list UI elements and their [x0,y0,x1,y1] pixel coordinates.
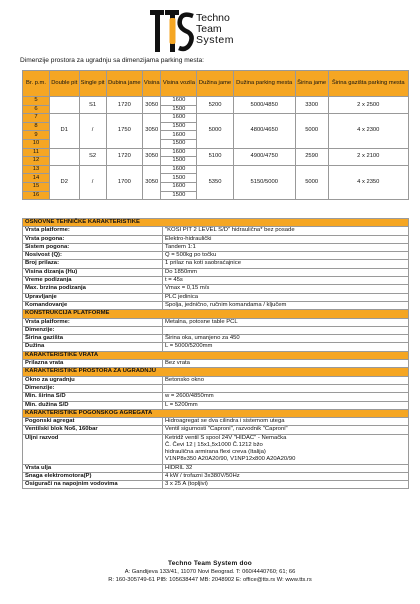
tech-key: Okno za ugradnju [23,376,163,384]
spec-cell: 1500 [161,191,197,200]
spec-header: Širina gazišta parking mesta [328,71,409,97]
tech-value: Metalna, potosne table PCL [163,318,409,326]
brand-name [196,13,234,46]
footer-ids: R: 160-305749-61 PIB: 105638447 MB: 2048902 E: office@tts.rs W: www.tts.rs [108,577,312,583]
tech-value: L = 5200mm [163,401,409,409]
tech-row [23,243,409,251]
tech-key: Dimenzije: [23,326,163,334]
spec-cell: 5000 [197,114,233,148]
spec-row [23,97,409,106]
section-header [23,310,409,318]
section-title: KARAKTERISTIKE POGONSKOG AGREGATA [23,409,409,417]
tech-key: Vrsta ulja [23,464,163,472]
tech-row [23,285,409,293]
spec-cell: 1500 [161,157,197,166]
tech-value: Hidroagregat se dva cilindra i sistemom utega [163,418,409,426]
section-title: KARAKTERISTIKE VRATA [23,351,409,359]
parking-number: 14 [23,174,50,183]
spec-cell: 5000 [295,114,328,148]
spec-cell: D1 [50,114,80,148]
spec-cell: 3050 [143,114,161,148]
spec-cell: / [79,165,106,199]
tech-row [23,418,409,426]
tech-key: Prilazna vrata [23,360,163,368]
spec-cell: 1600 [161,165,197,174]
spec-header: Double pit [50,71,80,97]
tech-key: Upravljanje [23,293,163,301]
parking-number: 10 [23,139,50,148]
brand-line-3: System [196,34,235,46]
tech-row [23,252,409,260]
tech-row [23,426,409,434]
tech-row [23,318,409,326]
spec-header: Širina jame [295,71,328,97]
tech-value: Betonsko okno [163,376,409,384]
spec-cell: 5350 [197,165,233,199]
tech-key: Max. brzina podizanja [23,285,163,293]
spec-cell: 3050 [143,165,161,199]
parking-number: 8 [23,122,50,131]
page-subtitle: Dimenzije prostora za ugradnju sa dimenzijama parking mesta: [20,57,204,64]
spec-cell: 5150/5000 [233,165,295,199]
tech-value: Q = 500kg po točku [163,252,409,260]
section-title: KONSTRUKCIJA PLATFORME [23,310,409,318]
tech-value: Ventil sigurnosti "Caproni", razvodnik "Caproni" [163,426,409,434]
spec-cell: 1600 [161,131,197,140]
tech-value: 1 prilaz na koti saobraćajnice [163,260,409,268]
tech-key: Min. širina S/D [23,393,163,401]
tech-value: Do 1850mm [163,268,409,276]
tech-key: Komandovanje [23,301,163,309]
tech-value: HIDRIL 32 [163,464,409,472]
spec-cell: 2 x 2500 [328,97,409,114]
tech-value: Elektro-hidraulički [163,235,409,243]
tech-value: t = 45s [163,277,409,285]
tech-value: Širina oka, umanjeno za 450 [163,335,409,343]
spec-cell: 1600 [161,182,197,191]
tech-value: Tandem 1:1 [163,243,409,251]
tech-value: Vmax = 0,15 m/s [163,285,409,293]
parking-number: 11 [23,148,50,157]
tech-value: 4 kW / trofazni 3x380V/50Hz [163,472,409,480]
footer [0,560,420,584]
tech-key: Pogonski agregat [23,418,163,426]
spec-cell: D2 [50,165,80,199]
tech-value: "KOSI PIT 2 LEVEL S/D" hidraulična* bez posade [163,227,409,235]
spec-cell: 1500 [161,122,197,131]
tts-logo [150,10,194,52]
tech-value [163,384,409,392]
tech-row [23,481,409,489]
parking-number: 15 [23,182,50,191]
spec-cell: 4 x 2300 [328,114,409,148]
tech-key: Visina dizanja (Hu) [23,268,163,276]
tech-row [23,393,409,401]
tech-row [23,401,409,409]
spec-cell: 5200 [197,97,233,114]
spec-cell: 1720 [106,97,143,114]
spec-row [23,148,409,157]
header [0,0,420,58]
tech-key: Vrsta pogona: [23,235,163,243]
tech-row [23,268,409,276]
spec-header: Single pit [79,71,106,97]
spec-header: Dužina parking mesta [233,71,295,97]
spec-cell: 4 x 2350 [328,165,409,199]
tech-row [23,376,409,384]
spec-header: Dužina jame [197,71,233,97]
spec-cell: 1500 [161,174,197,183]
spec-cell: 1600 [161,148,197,157]
tech-value: Bez vrata [163,360,409,368]
tech-value-line: hidraulična armirana flexi creva (Italija) [165,449,266,456]
tech-row [23,343,409,351]
spec-row [23,114,409,123]
tech-key: Snaga elektromotora(P) [23,472,163,480]
tech-key: Vrsta platforme: [23,318,163,326]
tech-key: Vreme podizanja [23,277,163,285]
tech-value-line: Č. Čevi 12 | 15x1,5x1000 Č.1212 bžo [165,441,263,448]
spec-cell: 5000/4850 [233,97,295,114]
spec-header: Visina vozila [161,71,197,97]
tech-row [23,277,409,285]
tech-key: Vrsta platforme: [23,227,163,235]
tech-row [23,335,409,343]
parking-number: 12 [23,157,50,166]
tech-value-line: V1NP8x350 A20A20/90, V1NP12x800 A20A20/90 [165,456,296,463]
spec-cell: / [79,114,106,148]
spec-header: Dubina jame [106,71,143,97]
section-header [23,351,409,359]
spec-cell: 1750 [106,114,143,148]
spec-cell: 2 x 2100 [328,148,409,165]
tech-value: PLC jedinica [163,293,409,301]
tech-key: Osigurači na napojnim vodovima [23,481,163,489]
tech-key: Sistem pogona: [23,243,163,251]
tech-key: Nosivost (Q): [23,252,163,260]
section-header [23,219,409,227]
tech-row [23,464,409,472]
section-header [23,368,409,376]
spec-header: Br. p.m. [23,71,50,97]
spec-cell: 1500 [161,139,197,148]
parking-number: 6 [23,105,50,114]
spec-cell: S1 [79,97,106,114]
parking-number: 7 [23,114,50,123]
tech-value: w = 2600/4850mm [163,393,409,401]
footer-address: A: Gandijeva 133/41, 11070 Novi Beograd. T: 060/4440760; 61; 66 [124,569,296,575]
spec-cell: 2590 [295,148,328,165]
spec-cell: 1500 [161,105,197,114]
spec-cell: 5000 [295,165,328,199]
tech-value: Spolja, jednično, ručnim komandama / ključem [163,301,409,309]
spec-cell: 3050 [143,97,161,114]
spec-cell: 4900/4750 [233,148,295,165]
tech-key: Dimenzije: [23,384,163,392]
spec-cell: 1720 [106,148,143,165]
spec-cell: S2 [79,148,106,165]
tech-row [23,260,409,268]
tech-key: Min. dužina S/D [23,401,163,409]
spec-cell: 1600 [161,114,197,123]
spec-cell: 3050 [143,148,161,165]
tech-value [163,326,409,334]
parking-number: 13 [23,165,50,174]
tech-value-line: Ketridž ventil S spool 24V "HIDAC" - Nemačka [165,434,287,441]
technical-characteristics-table [22,218,409,489]
parking-number: 9 [23,131,50,140]
tech-value: L = 5000/5200mm [163,343,409,351]
tech-key: Broj prilaza: [23,260,163,268]
tech-key: Širina gazišta [23,335,163,343]
tech-row [23,384,409,392]
tech-key: Ventilski blok No6, 160bar [23,426,163,434]
spec-cell: 1600 [161,97,197,106]
tech-key: Dužina [23,343,163,351]
tech-row [23,235,409,243]
tech-row [23,326,409,334]
spec-header: Visina [143,71,161,97]
section-title: OSNOVNE TEHNIČKE KARAKTERISTIKE [23,219,409,227]
tech-row [23,293,409,301]
spec-cell [50,148,80,165]
section-header [23,409,409,417]
spec-cell: 4800/4650 [233,114,295,148]
dimensions-table [22,70,409,200]
footer-company: Techno Team System doo [168,560,252,567]
tech-row [23,434,409,464]
spec-cell: 1700 [106,165,143,199]
tech-row [23,301,409,309]
tech-row [23,472,409,480]
brand-line-2: Team [196,23,222,35]
parking-number: 5 [23,97,50,106]
tech-row [23,360,409,368]
section-title: KARAKTERISTIKE PROSTORA ZA UGRADNJU [23,368,409,376]
tech-value [163,434,409,464]
spec-row [23,165,409,174]
tech-key: Uljni razvod [23,434,163,464]
parking-number: 16 [23,191,50,200]
spec-cell: 3300 [295,97,328,114]
spec-cell [50,97,80,114]
tech-value: 3 x 25 A (topljivi) [163,481,409,489]
spec-cell: 5100 [197,148,233,165]
brand-line-1: Techno [196,12,230,24]
tech-row [23,227,409,235]
